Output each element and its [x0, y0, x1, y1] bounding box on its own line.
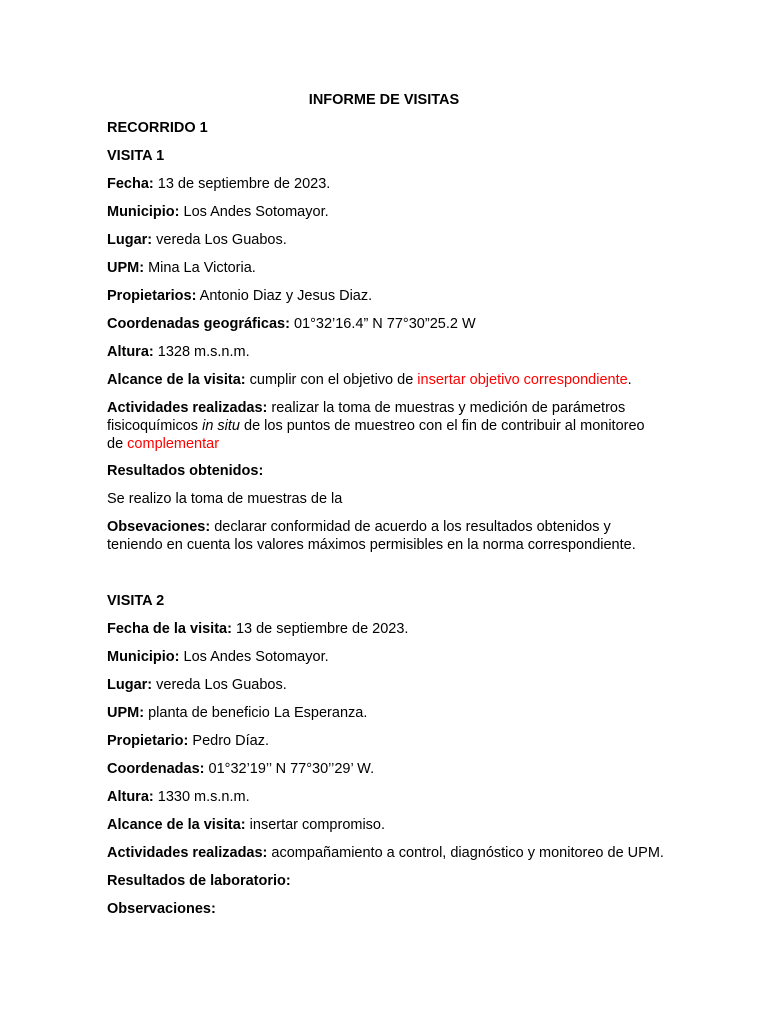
visita-1-alcance: [107, 371, 652, 389]
visita-2-propietario: [107, 732, 652, 750]
alcance-placeholder: insertar objetivo correspondiente: [417, 372, 628, 388]
actividades-italic: in situ: [202, 418, 240, 434]
upm-value: planta de beneficio La Esperanza.: [144, 705, 368, 721]
lugar-value: vereda Los Guabos.: [152, 677, 287, 693]
lugar-value: vereda Los Guabos.: [152, 232, 287, 248]
propietario-label: Propietario:: [107, 733, 189, 749]
upm-value: Mina La Victoria.: [144, 260, 256, 276]
municipio-value: Los Andes Sotomayor.: [179, 204, 329, 220]
municipio-label: Municipio:: [107, 649, 180, 665]
visita-1-observaciones: [107, 518, 652, 554]
fecha-value: 13 de septiembre de 2023.: [231, 621, 409, 637]
observaciones-value: declarar conformidad de acuerdo a los resultados obtenidos y teniendo en cuenta los valores máximos permisibles en la norma correspondiente.: [107, 519, 636, 553]
visita-2-alcance: [107, 816, 652, 834]
upm-label: UPM:: [107, 705, 145, 721]
visita-2-upm: [107, 704, 652, 722]
visita-1-municipio: [107, 203, 652, 221]
alcance-value: insertar compromiso.: [245, 817, 386, 833]
visita-1-actividades: [107, 399, 652, 453]
actividades-label: Actividades realizadas:: [107, 400, 268, 416]
visita-2-actividades: [107, 844, 664, 862]
alcance-label: Alcance de la visita:: [107, 372, 246, 388]
actividades-value: acompañamiento a control, diagnóstico y monitoreo de UPM.: [267, 845, 664, 861]
visita-1-coordenadas: [107, 315, 652, 333]
coordenadas-label: Coordenadas geográficas:: [107, 316, 290, 332]
coordenadas-value: 01°32’16.4” N 77°30”25.2 W: [289, 316, 476, 332]
alcance-label: Alcance de la visita:: [107, 817, 246, 833]
upm-label: UPM:: [107, 260, 145, 276]
visita-1-heading: VISITA 1: [107, 148, 165, 164]
visita-2-heading: VISITA 2: [107, 593, 165, 609]
visita-2-municipio: [107, 648, 652, 666]
propietario-value: Pedro Díaz.: [188, 733, 269, 749]
fecha-label: Fecha de la visita:: [107, 621, 232, 637]
fecha-label: Fecha:: [107, 176, 154, 192]
visita-1-resultados-label: Resultados obtenidos:: [107, 463, 264, 479]
document-title: INFORME DE VISITAS: [308, 92, 460, 108]
altura-value: 1328 m.s.n.m.: [153, 344, 250, 360]
coordenadas-value: 01°32’19’’ N 77°30’’29’ W.: [204, 761, 375, 777]
visita-2-resultados-label: Resultados de laboratorio:: [107, 873, 291, 889]
alcance-end: .: [627, 372, 632, 388]
visita-1-resultados-text: Se realizo la toma de muestras de la: [107, 491, 343, 507]
visita-2-altura: [107, 788, 652, 806]
propietarios-label: Propietarios:: [107, 288, 197, 304]
altura-label: Altura:: [107, 344, 154, 360]
actividades-label: Actividades realizadas:: [107, 845, 268, 861]
visita-2-coordenadas: [107, 760, 652, 778]
fecha-value: 13 de septiembre de 2023.: [153, 176, 331, 192]
altura-value: 1330 m.s.n.m.: [153, 789, 250, 805]
propietarios-value: Antonio Diaz y Jesus Diaz.: [196, 288, 373, 304]
lugar-label: Lugar:: [107, 677, 153, 693]
observaciones-label: Obsevaciones:: [107, 519, 211, 535]
actividades-text-1: realizar la toma de muestras y medición de parámetros fisicoquímicos: [107, 400, 626, 434]
alcance-text: cumplir con el objetivo de: [245, 372, 418, 388]
actividades-text-2: de los puntos de muestreo con el fin de contribuir al monitoreo de: [107, 418, 645, 452]
lugar-label: Lugar:: [107, 232, 153, 248]
visita-1-altura: [107, 343, 652, 361]
visita-2-fecha: [107, 620, 652, 638]
visita-1-fecha: [107, 175, 652, 193]
recorrido-heading: RECORRIDO 1: [107, 120, 208, 136]
visita-1-lugar: [107, 231, 652, 249]
actividades-placeholder: complementar: [127, 436, 220, 452]
visita-1-upm: [107, 259, 652, 277]
visita-1-propietarios: [107, 287, 652, 305]
municipio-value: Los Andes Sotomayor.: [179, 649, 329, 665]
coordenadas-label: Coordenadas:: [107, 761, 205, 777]
altura-label: Altura:: [107, 789, 154, 805]
municipio-label: Municipio:: [107, 204, 180, 220]
visita-2-lugar: [107, 676, 652, 694]
visita-2-observaciones-label: Observaciones:: [107, 901, 216, 917]
